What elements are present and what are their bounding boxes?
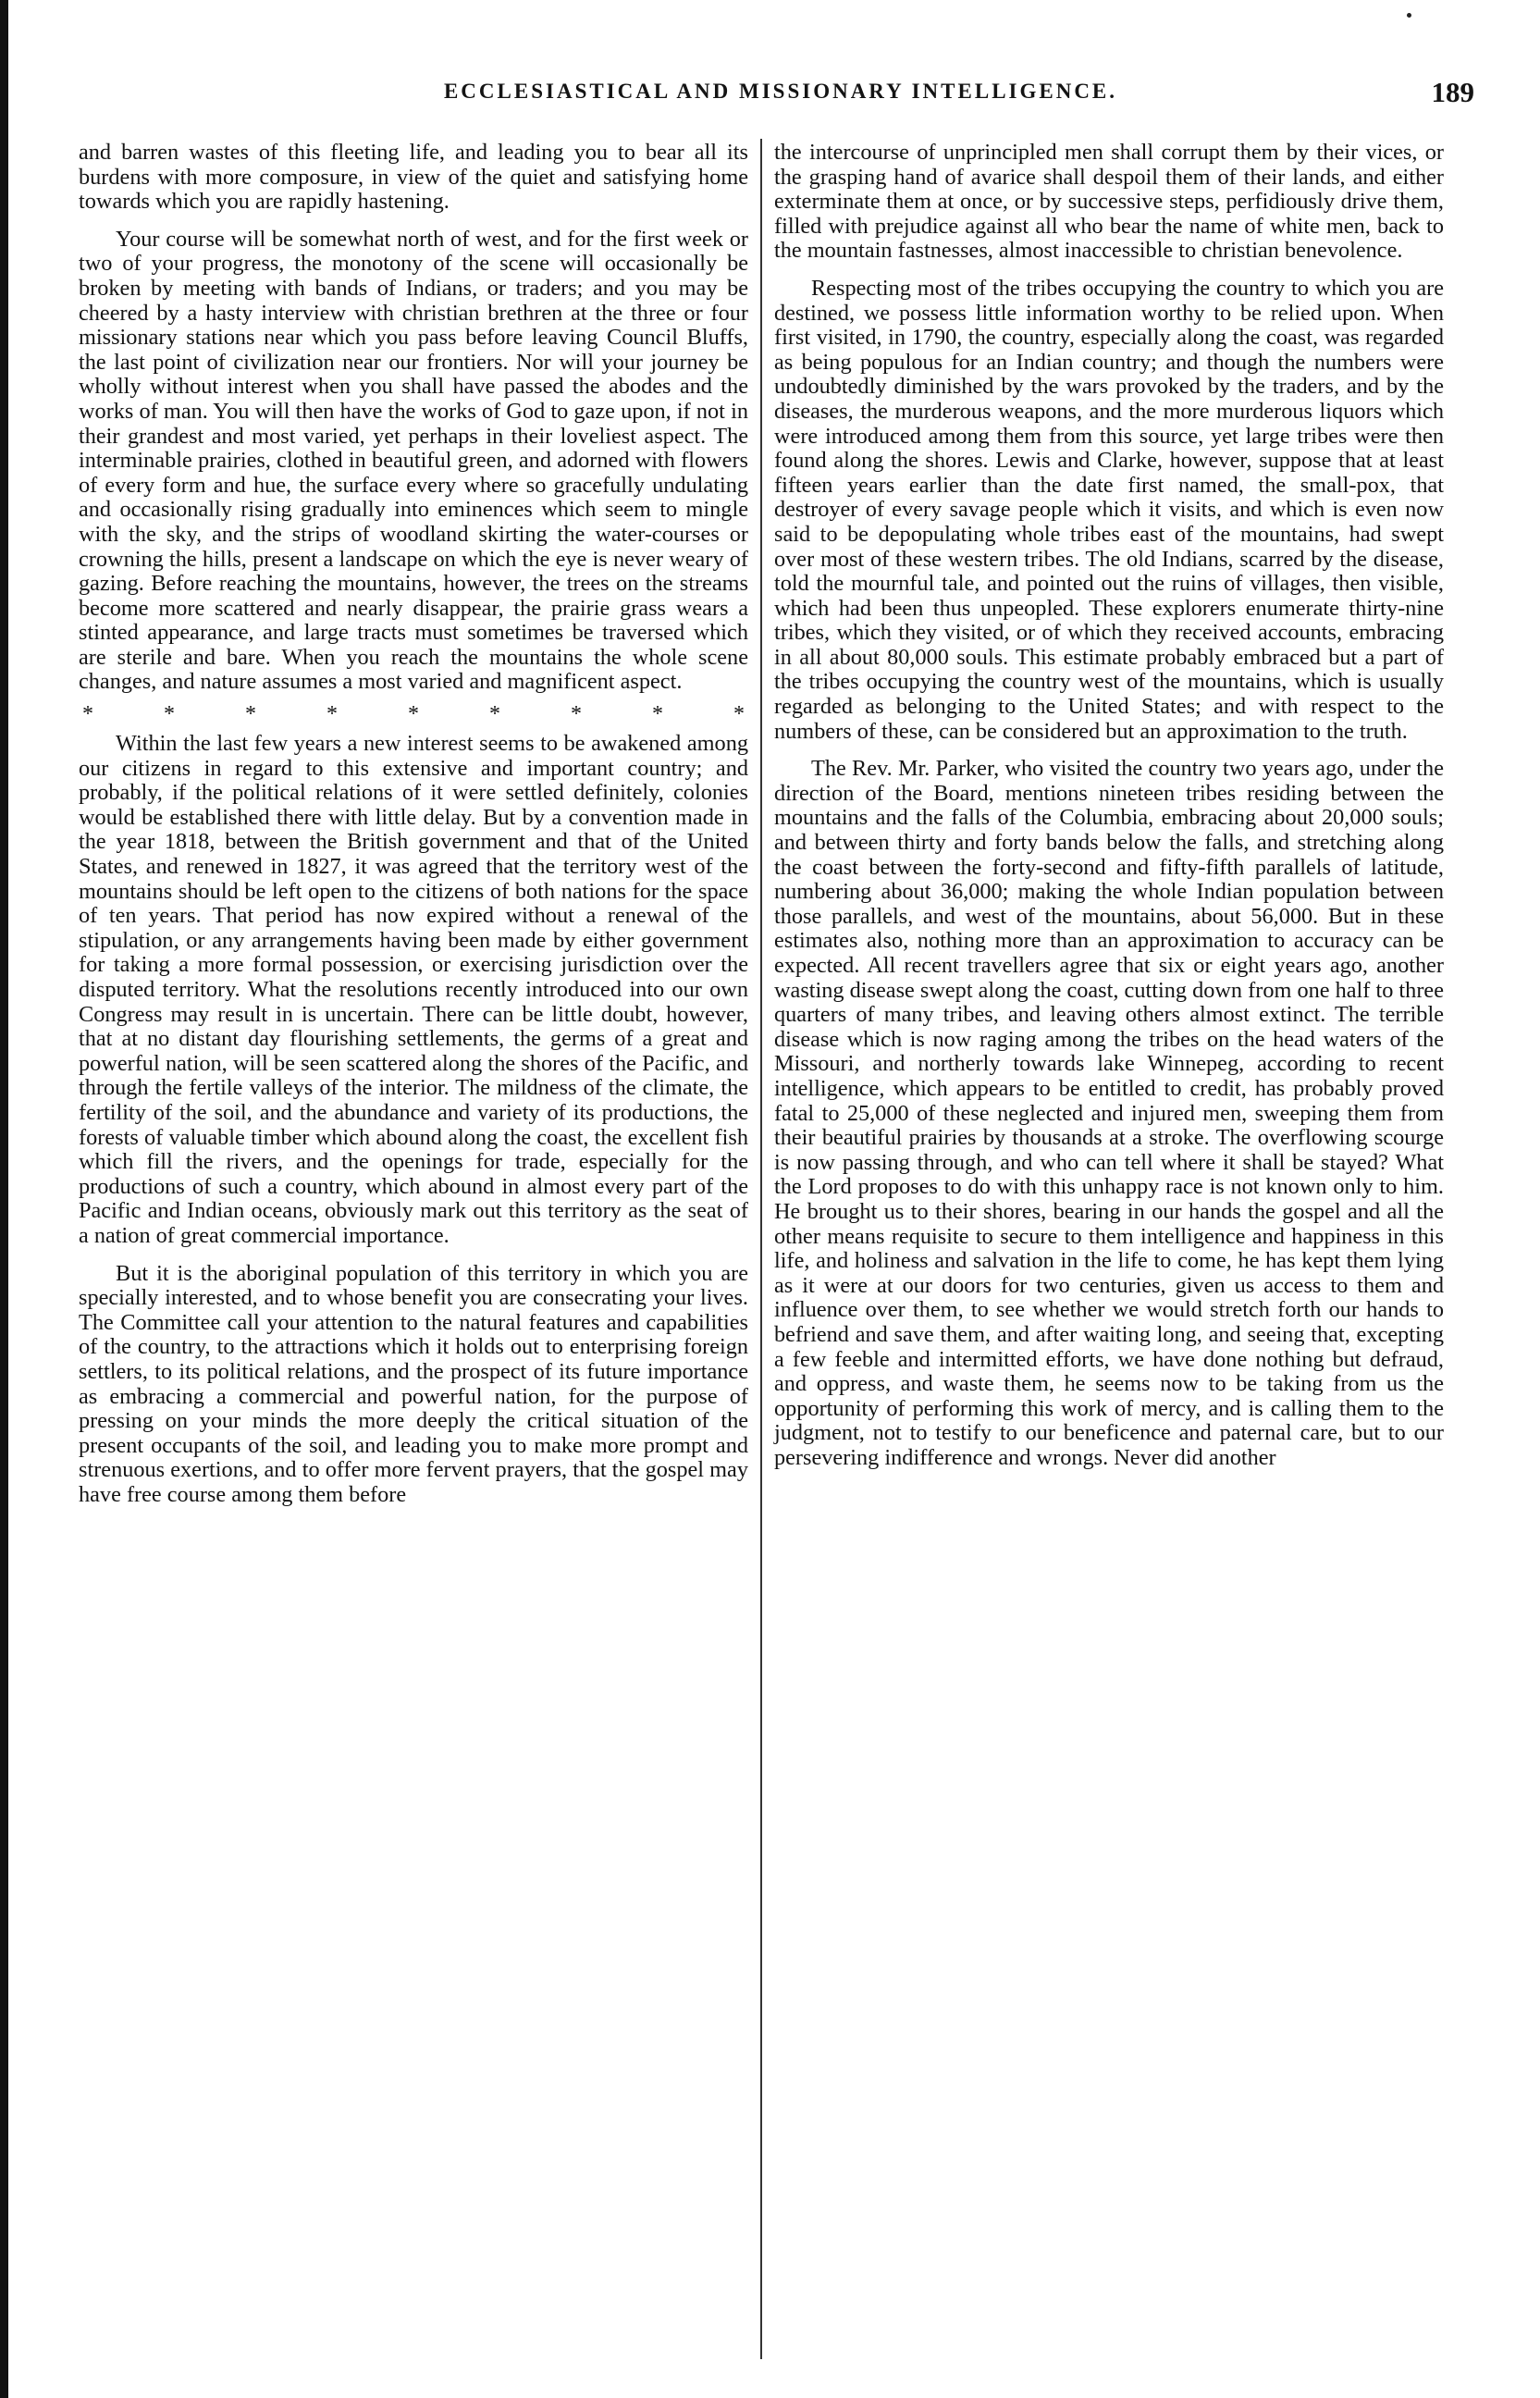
paragraph: Your course will be somewhat north of west, and for the first week or two of your progress, the monotony of the scene will occasionally be broken by meeting with bands of Indians, or traders; and you may be cheered by a hasty interview with christian brethren at the three or four missionary stations near which you pass before leaving Council Bluffs, the last point of civilization near our frontiers. Nor will your journey be wholly without interest when you shall have passed the abodes and the works of man. You will then have the works of God to gaze upon, if not in their grandest and most varied, yet perhaps in their loveliest aspect. The interminable prairies, clothed in beautiful green, and adorned with flowers of every form and hue, the surface every where so gracefully undulating and occasionally rising gradually into eminences which seem to mingle with the sky, and the strips of woodland skirting the water-courses or crowning the hills, present a landscape on which the eye is never weary of gazing. Before reaching the mountains, however, the trees on the streams become more scattered and nearly disappear, the prairie grass wears a stinted appearance, and large tracts must sometimes be traversed which are sterile and bare. When you reach the mountains the whole scene changes, and nature assumes a most varied and magnificent aspect.	[79, 226, 748, 695]
running-head	[78, 76, 1484, 117]
paragraph: the intercourse of unprincipled men shall corrupt them by their vices, or the grasping hand of avarice shall despoil them of their lands, and either exterminate them at once, or by successive steps, perfidiously drive them, filled with prejudice against all who bear the name of white men, back to the mountain fastnesses, almost inaccessible to christian benevolence.	[774, 140, 1444, 264]
section-break	[79, 702, 748, 727]
page-number: 189	[1431, 76, 1474, 108]
asterisk: *	[489, 702, 500, 727]
asterisk: *	[571, 702, 582, 727]
paragraph: Respecting most of the tribes occupying the country to which you are destined, we possess little information worthy to be relied upon. When first visited, in 1790, the country, especially along the coast, was regarded as being populous for an Indian country; and though the numbers were undoubtedly diminished by the wars provoked by the traders, and by the diseases, the murderous weapons, and the more murderous liquors which were introduced among them from this source, yet large tribes were then found along the shores. Lewis and Clarke, however, suppose that at least fifteen years earlier than the date first named, the small-pox, that destroyer of every savage people which it visits, and which is even now said to be depopulating whole tribes east of the mountains, had swept over most of these western tribes. The old Indians, scarred by the disease, told the mournful tale, and pointed out the ruins of villages, then visible, which had been thus unpeopled. These explorers enumerate thirty-nine tribes, which they visited, or of which they received accounts, embracing in all about 80,000 souls. This estimate probably embraced but a part of the tribes occupying the country west of the mountains, which is usually regarded as belonging to the United States; and with respect to the numbers of these, can be considered but an approximation to the truth.	[774, 275, 1444, 744]
asterisk: *	[326, 702, 338, 727]
left-column	[79, 141, 748, 1520]
right-column	[774, 141, 1444, 1483]
asterisk: *	[652, 702, 663, 727]
paragraph: But it is the aboriginal population of this territory in which you are specially interested, and to whose benefit you are consecrating your lives. The Committee call your attention to the natural features and capabilities of the country, to the attractions which it holds out to enterprising foreign settlers, to its political relations, and the prospect of its future importance as embracing a commercial and powerful nation, for the purpose of pressing on your minds the more deeply the critical situation of the present occupants of the soil, and leading you to make more prompt and strenuous exertions, and to offer more fervent prayers, that the gospel may have free course among them before	[79, 1260, 748, 1507]
asterisk: *	[733, 702, 745, 727]
running-title: ECCLESIASTICAL AND MISSIONARY INTELLIGENCE.	[443, 80, 1118, 103]
asterisk: *	[164, 702, 175, 727]
paragraph: The Rev. Mr. Parker, who visited the country two years ago, under the direction of the Board, mentions nineteen tribes residing between the mountains and the falls of the Columbia, embracing about 20,000 souls; and between thirty and forty bands below the falls, and stretching along the coast between the forty-second and fifty-fifth parallels of latitude, numbering about 36,000; making the whole Indian population between those parallels, and west of the mountains, about 56,000. But in these estimates also, nothing more than an approximation to accuracy can be expected. All recent travellers agree that six or eight years ago, another wasting disease swept along the coast, cutting down from one half to three quarters of many tribes, and leaving others almost extinct. The terrible disease which is now raging among the tribes on the head waters of the Missouri, and northerly towards lake Winnepeg, according to recent intelligence, which appears to be entitled to credit, has probably proved fatal to 25,000 of these neglected and injured men, sweeping them from their beautiful prairies by thousands at a stroke. The overflowing scourge is now passing through, and who can tell where it shall be stayed? What the Lord proposes to do with this unhappy race is not known only to him. He brought us to their shores, bearing in our hands the gospel and all the other means requisite to secure to them intelligence and happiness in this life, and holiness and salvation in the life to come, he has kept them lying as it were at our doors for two centuries, given us access to them and influence over them, to see whether we would stretch forth our hands to befriend and save them, and after waiting long, and seeing that, excepting a few feeble and intermitted efforts, we have done nothing but defraud, and oppress, and waste them, he seems now to be taking from us the opportunity of performing this work of mercy, and is calling them to the judgment, not to testify to our beneficence and paternal care, but to our persevering indifference and wrongs. Never did another	[774, 756, 1444, 1470]
paragraph: and barren wastes of this fleeting life, and leading you to bear all its burdens with more composure, in view of the quiet and satisfying home towards which you are rapidly hastening.	[79, 140, 748, 215]
asterisk: *	[408, 702, 419, 727]
column-rule	[760, 139, 762, 2359]
paragraph: Within the last few years a new interest seems to be awakened among our citizens in regard to this extensive and important country; and probably, if the political relations of it were settled definitely, colonies would be established there with little delay. But by a convention made in the year 1818, between the British government and that of the United States, and renewed in 1827, it was agreed that the territory west of the mountains should be left open to the citizens of both nations for the space of ten years. That period has now expired without a renewal of the stipulation, or any arrangements having been made by either government for taking a more formal possession, or exercising jurisdiction over the disputed territory. What the resolutions recently introduced into our own Congress may result in is uncertain. There can be little doubt, however, that at no distant day flourishing settlements, the germs of a great and powerful nation, will be seen scattered along the shores of the Pacific, and through the fertile valleys of the interior. The mildness of the climate, the fertility of the soil, and the abundance and variety of its productions, the forests of valuable timber which abound along the coast, the excellent fish which fill the rivers, and the openings for trade, especially for the productions of such a country, which abound in almost every part of the Pacific and Indian oceans, obviously mark out this territory as the seat of a nation of great commercial importance.	[79, 731, 748, 1248]
asterisk: *	[245, 702, 256, 727]
asterisk: *	[82, 702, 93, 727]
scan-speck	[1407, 13, 1411, 18]
page-binding-edge	[0, 0, 8, 2398]
